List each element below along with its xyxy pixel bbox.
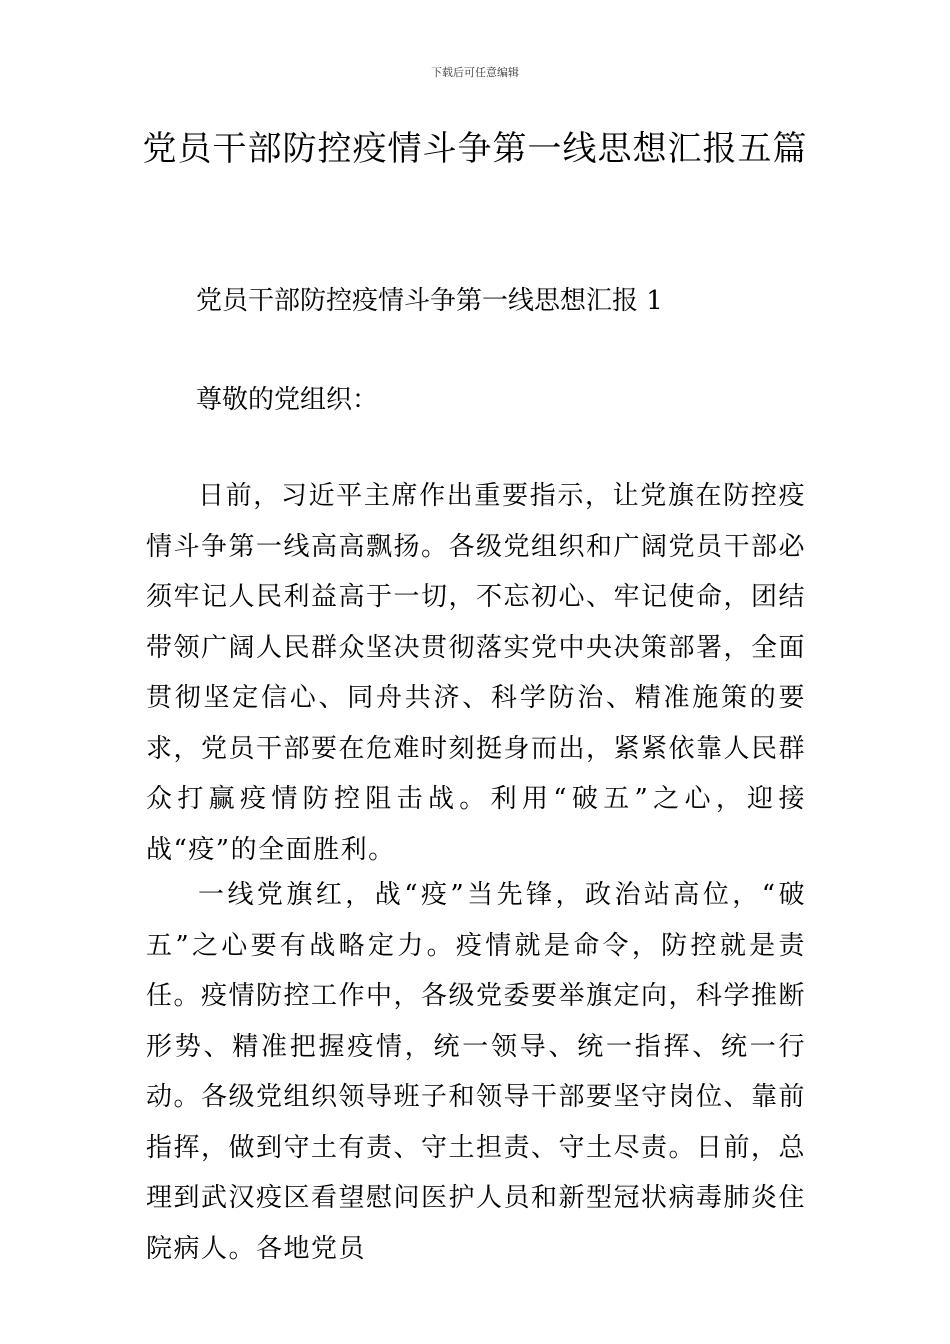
- document-title: 党员干部防控疫情斗争第一线思想汇报五篇: [142, 129, 808, 169]
- body-paragraph-1: 日前，习近平主席作出重要指示，让党旗在防控疫情斗争第一线高高飘扬。各级党组织和广阔党员干部必须牢记人民利益高于一切，不忘初心、牢记使命，团结带领广阔人民群众坚决贯彻落实党中央决策部署，全面贯彻坚定信心、同舟共济、科学防治、精准施策的要求，党员干部要在危难时刻挺身而出，紧紧依靠人民群众打赢疫情防控阻击战。利用“破五”之心，迎接战“疫”的全面胜利。: [146, 481, 807, 865]
- header-note: 下载后可任意编辑: [431, 66, 519, 79]
- body-paragraph-2: 一线党旗红，战“疫”当先锋，政治站高位，“破五”之心要有战略定力。疫情就是命令，防控就是责任。疫情防控工作中，各级党委要举旗定向，科学推断形势、精准把握疫情，统一领导、统一指挥、统一行动。各级党组织领导班子和领导干部要坚守岗位、靠前指挥，做到守土有责、守土担责、守土尽责。日前，总理到武汉疫区看望慰问医护人员和新型冠状病毒肺炎住院病人。各地党员: [146, 880, 807, 1264]
- salutation: 尊敬的党组织：: [196, 385, 379, 415]
- section-heading: 党员干部防控疫情斗争第一线思想汇报 1: [196, 286, 663, 316]
